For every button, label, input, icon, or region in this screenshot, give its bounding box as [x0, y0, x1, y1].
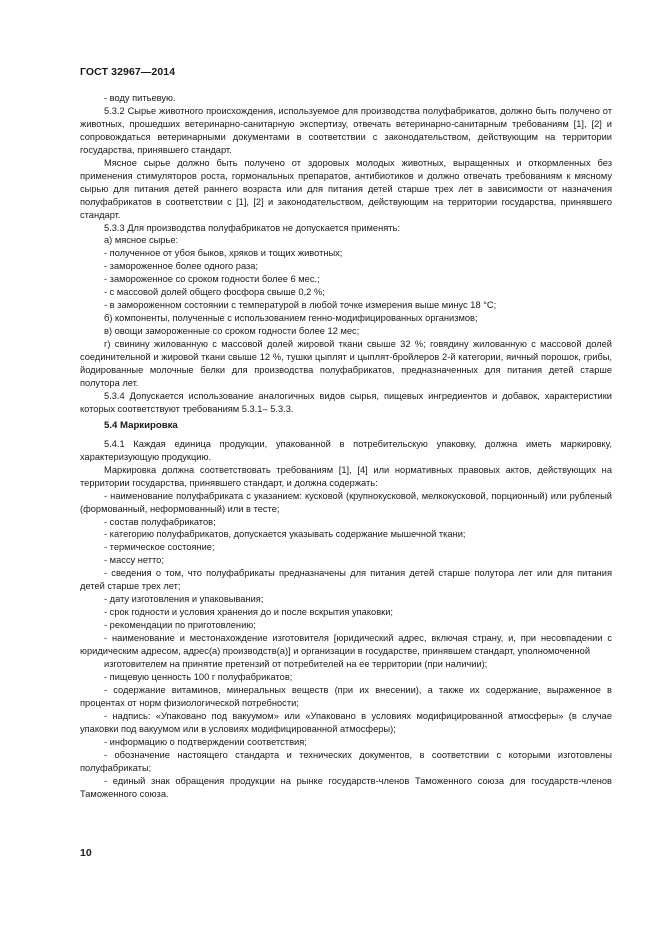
paragraph: б) компоненты, полученные с использованием генно-модифицированных организмов;	[104, 313, 478, 324]
paragraph: Маркировка должна соответствовать требованиям [1], [4] или нормативных правовых актов, действующих на территории государства, принявшего стандарт, и должна содержать:	[80, 464, 612, 488]
paragraph: - замороженное со сроком годности более 6 мес.;	[104, 274, 320, 285]
paragraph: изготовителем на принятие претензий от потребителей на ее территории (при наличии);	[104, 658, 488, 669]
paragraph: - единый знак обращения продукции на рынке государств-членов Таможенного союза для государств-членов Таможенного союза.	[80, 775, 612, 799]
paragraph: - термическое состояние;	[104, 542, 215, 553]
paragraph: - содержание витаминов, минеральных веществ (при их внесении), а также их содержание, выраженное в процентах от норм физиологической потребности;	[80, 684, 612, 708]
section-heading: 5.4 Маркировка	[104, 419, 178, 431]
paragraph: Мясное сырье должно быть получено от здоровых молодых животных, выращенных и откормленных без применения стимуляторов роста, гормональных препаратов, антибиотиков и должно отвечать требованиям к мясному сырью для питания детей раннего возраста или для питания детей старше трех лет в зависимости от назначения полуфабрикатов в соответствии с [1], [2] и законодательством, действующим на территории государства, принявшего стандарт.	[80, 157, 612, 220]
paragraph: а) мясное сырье:	[104, 235, 179, 246]
document-header: ГОСТ 32967—2014	[80, 66, 176, 78]
paragraph: - воду питьевую.	[104, 93, 176, 103]
paragraph: - надпись: «Упаковано под вакуумом» или «Упаковано в условиях модифицированной атмосферы» (в случае упаковки под вакуумом или в условиях модифицированной атмосферы);	[80, 710, 612, 734]
paragraph: - рекомендации по приготовлению;	[104, 620, 256, 631]
paragraph: - дату изготовления и упаковывания;	[104, 594, 264, 605]
paragraph: - категорию полуфабрикатов, допускается указывать содержание мышечной ткани;	[104, 529, 466, 540]
paragraph: - полученное от убоя быков, хряков и тощих животных;	[104, 248, 343, 259]
paragraph: 5.4.1 Каждая единица продукции, упакованной в потребительскую упаковку, должна иметь маркировку, характеризующую продукцию.	[80, 438, 612, 462]
paragraph: - состав полуфабрикатов;	[104, 516, 216, 527]
paragraph: - наименование полуфабриката с указанием: кусковой (крупнокусковой, мелкокусковой, порционный) или рубленый (формованный, неформованный) или в тесте;	[80, 490, 612, 514]
document-body	[80, 92, 612, 800]
paragraph: в) овощи замороженные со сроком годности более 12 мес;	[104, 326, 360, 337]
page-number: 10	[80, 847, 92, 859]
paragraph: - информацию о подтверждении соответствия;	[104, 736, 307, 747]
paragraph: - пищевую ценность 100 г полуфабрикатов;	[104, 671, 293, 682]
paragraph: - замороженное более одного раза;	[104, 261, 259, 272]
paragraph: 5.3.4 Допускается использование аналогичных видов сырья, пищевых ингредиентов и добавок, характеристики которых соответствуют требованиям 5.3.1– 5.3.3.	[80, 390, 612, 414]
paragraph: - массу нетто;	[104, 555, 164, 566]
paragraph: - сведения о том, что полуфабрикаты предназначены для питания детей старше полутора лет или для питания детей старше трех лет;	[80, 568, 612, 592]
paragraph: 5.3.3 Для производства полуфабрикатов не допускается применять:	[104, 222, 400, 233]
paragraph: - с массовой долей общего фосфора свыше 0,2 %;	[104, 287, 325, 298]
paragraph: 5.3.2 Сырье животного происхождения, используемое для производства полуфабрикатов, должно быть получено от животных, прошедших ветеринарно-санитарную экспертизу, отвечать ветеринарно-санитарным требованиям [1], [2] и сопровождаться ветеринарными документами в соответствии с законодательством, действующим на территории государства, принявшего стандарт.	[80, 105, 612, 155]
paragraph: - обозначение настоящего стандарта и технических документов, в соответствии с которыми изготовлены полуфабрикаты;	[80, 749, 612, 773]
paragraph: - в замороженном состоянии с температурой в любой точке измерения выше минус 18 °С;	[104, 300, 497, 311]
paragraph: г) свинину жилованную с массовой долей жировой ткани свыше 32 %; говядину жилованную с массовой долей соединительной и жировой ткани свыше 12 %, тушки цыплят и цыплят-бройлеров 2-й категории, яичный порошок, грибы, йодированные молочные белки для производства полуфабрикатов, предназначенных для питания детей старше полутора лет.	[80, 339, 612, 388]
paragraph: - срок годности и условия хранения до и после вскрытия упаковки;	[104, 607, 393, 618]
paragraph: - наименование и местонахождение изготовителя [юридический адрес, включая страну, и, при несовпадении с юридическим адресом, адрес(а) производств(а)] и организации в государстве, принявшем стандарт, уполномоченной	[80, 633, 612, 657]
